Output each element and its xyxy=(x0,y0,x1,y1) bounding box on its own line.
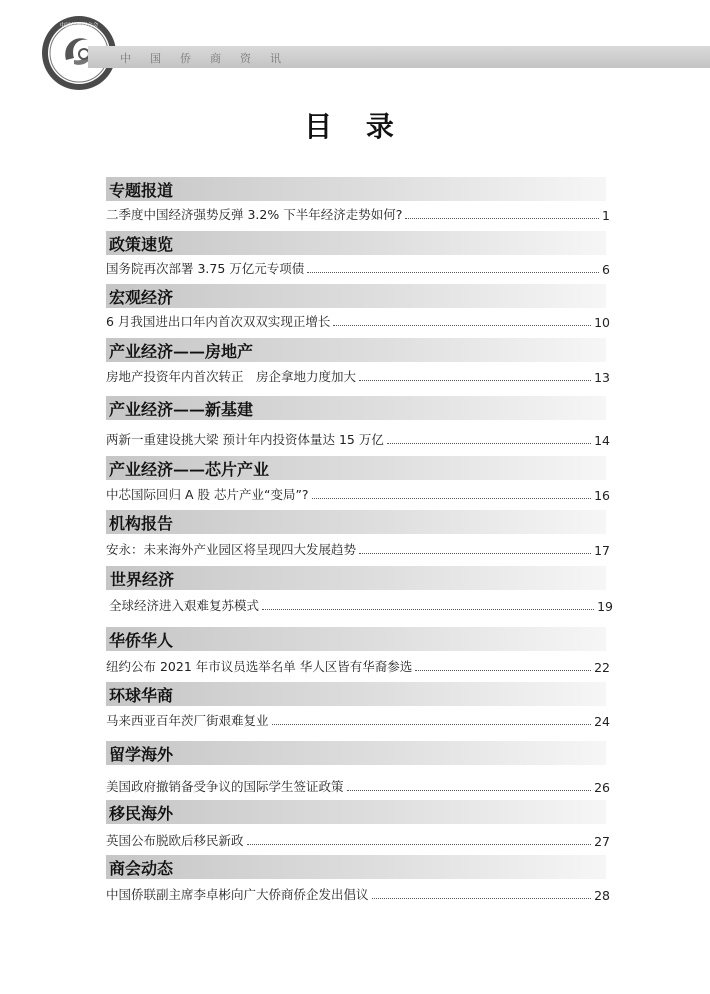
entry-page: 13 xyxy=(594,370,610,385)
toc-entry[interactable] xyxy=(106,711,610,729)
dot-leader xyxy=(307,272,599,273)
page-title: 目 录 xyxy=(304,110,406,143)
dot-leader xyxy=(387,443,591,444)
dot-leader xyxy=(347,790,592,791)
entry-page: 17 xyxy=(594,543,610,558)
dot-leader xyxy=(272,724,592,725)
dot-leader xyxy=(262,609,594,610)
section-label: 产业经济——芯片产业 xyxy=(109,460,270,479)
section-label: 环球华商 xyxy=(109,686,174,705)
toc-entry[interactable] xyxy=(106,885,610,903)
entry-page: 19 xyxy=(597,599,613,614)
section-label: 机构报告 xyxy=(109,514,174,533)
toc-entry[interactable] xyxy=(106,312,610,330)
section-header xyxy=(106,396,606,420)
section-label: 产业经济——新基建 xyxy=(109,400,254,419)
section-header xyxy=(106,855,606,879)
entry-page: 24 xyxy=(594,714,610,729)
toc-entry[interactable] xyxy=(106,259,610,277)
dot-leader xyxy=(247,844,592,845)
section-header xyxy=(106,627,606,651)
section-header xyxy=(106,682,606,706)
entry-title: 二季度中国经济强势反弹 3.2% 下半年经济走势如何? xyxy=(106,207,403,222)
toc-entry[interactable] xyxy=(106,367,610,385)
entry-page: 22 xyxy=(594,660,610,675)
entry-title: 安永：未来海外产业园区将呈现四大发展趋势 xyxy=(106,542,357,557)
entry-title: 中国侨联副主席李卓彬向广大侨商侨企发出倡议 xyxy=(106,887,369,902)
section-label: 华侨华人 xyxy=(109,631,174,650)
publication-name: 中国侨商资讯 xyxy=(120,52,300,65)
entry-title: 美国政府撤销备受争议的国际学生签证政策 xyxy=(106,779,344,794)
section-header xyxy=(106,177,606,201)
dot-leader xyxy=(405,218,599,219)
section-header xyxy=(106,284,606,308)
section-label: 商会动态 xyxy=(109,859,174,878)
entry-page: 26 xyxy=(594,780,610,795)
entry-title: 全球经济进入艰难复苏模式 xyxy=(109,598,260,613)
entry-title: 马来西亚百年茨厂街艰难复业 xyxy=(106,713,269,728)
toc-entry[interactable] xyxy=(106,485,610,503)
section-label: 专题报道 xyxy=(109,181,174,200)
section-label: 宏观经济 xyxy=(109,288,174,307)
toc-entry[interactable] xyxy=(106,540,610,558)
entry-page: 28 xyxy=(594,888,610,903)
toc-entry[interactable] xyxy=(106,430,610,448)
toc-entry[interactable] xyxy=(106,657,610,675)
dot-leader xyxy=(359,380,591,381)
entry-title: 两新一重建设挑大梁 预计年内投资体量达 15 万亿 xyxy=(106,432,384,447)
section-header xyxy=(106,510,606,534)
entry-page: 14 xyxy=(594,433,610,448)
entry-title: 6 月我国进出口年内首次双双实现正增长 xyxy=(106,314,331,329)
dot-leader xyxy=(415,670,591,671)
section-header xyxy=(106,741,606,765)
section-label: 移民海外 xyxy=(109,804,174,823)
entry-page: 1 xyxy=(602,208,610,223)
section-label: 留学海外 xyxy=(109,745,174,764)
section-header xyxy=(106,456,606,480)
entry-title: 纽约公布 2021 年市议员选举名单 华人区皆有华裔参选 xyxy=(106,659,413,674)
dot-leader xyxy=(312,498,592,499)
dot-leader xyxy=(333,325,591,326)
dot-leader xyxy=(372,898,592,899)
entry-page: 10 xyxy=(594,315,610,330)
section-label: 世界经济 xyxy=(110,570,175,589)
toc-entry[interactable] xyxy=(109,596,613,614)
entry-title: 中芯国际回归 A 股 芯片产业“变局”? xyxy=(106,487,309,502)
logo-text: 中国侨商联合会 xyxy=(59,23,99,29)
section-label: 政策速览 xyxy=(109,235,174,254)
entry-title: 房地产投资年内首次转正 房企拿地力度加大 xyxy=(106,369,357,384)
section-header xyxy=(106,566,606,590)
entry-title: 英国公布脱欧后移民新政 xyxy=(106,833,244,848)
entry-page: 27 xyxy=(594,834,610,849)
toc-entry[interactable] xyxy=(106,777,610,795)
section-header xyxy=(106,231,606,255)
entry-title: 国务院再次部署 3.75 万亿元专项债 xyxy=(106,261,305,276)
entry-page: 16 xyxy=(594,488,610,503)
section-header xyxy=(106,800,606,824)
dot-leader xyxy=(359,553,591,554)
section-header xyxy=(106,338,606,362)
toc-entry[interactable] xyxy=(106,831,610,849)
section-label: 产业经济——房地产 xyxy=(109,342,254,361)
toc-entry[interactable] xyxy=(106,205,610,223)
entry-page: 6 xyxy=(602,262,610,277)
